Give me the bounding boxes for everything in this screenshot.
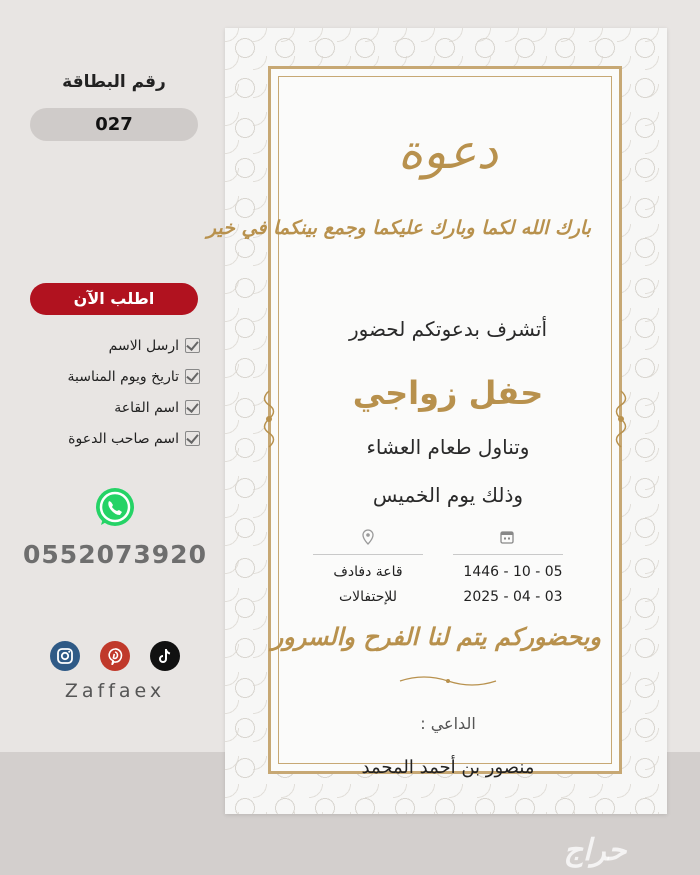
phone-number[interactable]: 0552073920 <box>23 540 207 569</box>
list-item <box>20 423 200 454</box>
order-now-button[interactable]: اطلب الآن <box>30 283 198 315</box>
host-name: منصور بن أحمد المحمد <box>361 757 535 778</box>
event-name: حفل زواجي <box>352 374 544 412</box>
meal-line: وتناول طعام العشاء <box>366 435 530 459</box>
checklist-text: ارسل الاسم <box>108 337 179 354</box>
checklist-text: تاريخ ويوم المناسبة <box>67 368 179 385</box>
checkbox-icon <box>185 431 200 446</box>
invitation-title: دعوة <box>398 124 498 180</box>
checkbox-icon <box>185 338 200 353</box>
info-divider <box>313 554 423 555</box>
day-line: وذلك يوم الخميس <box>372 483 524 507</box>
requirements-checklist <box>20 330 200 454</box>
hijri-date: 1446 - 10 - 05 <box>463 564 563 580</box>
list-item <box>20 392 200 423</box>
venue-line-1: قاعة دفادف <box>333 564 403 580</box>
blessing-calligraphy: بارك الله لكما وبارك عليكما وجمع بينكما في خير <box>206 217 591 239</box>
checklist-text: اسم القاعة <box>114 399 179 416</box>
closing-calligraphy: وبحضوركم يتم لنا الفرح والسرور <box>271 622 601 651</box>
whatsapp-icon[interactable] <box>92 485 138 531</box>
checklist-text: اسم صاحب الدعوة <box>68 430 179 447</box>
card-number-pill: 027 <box>30 108 198 141</box>
gregorian-date: 2025 - 04 - 03 <box>463 589 563 605</box>
card-number-label: رقم البطاقة <box>62 72 166 92</box>
venue-line-2: للإحتفالات <box>338 589 397 605</box>
instagram-icon[interactable] <box>50 641 80 671</box>
social-links <box>50 641 180 671</box>
calendar-icon <box>499 529 515 545</box>
tiktok-icon[interactable] <box>150 641 180 671</box>
honor-line: أتشرف بدعوتكم لحضور <box>348 317 548 341</box>
list-item <box>20 330 200 361</box>
checkbox-icon <box>185 400 200 415</box>
info-divider <box>453 554 563 555</box>
invitation-card <box>206 28 667 814</box>
location-pin-icon <box>360 529 376 545</box>
flourish-ornament-icon <box>398 674 498 688</box>
site-watermark: حراج <box>563 833 627 868</box>
pinterest-icon[interactable] <box>100 641 130 671</box>
host-label: الداعي : <box>420 714 476 733</box>
brand-name: Zaffaex <box>64 680 166 702</box>
left-panel <box>0 0 220 752</box>
list-item <box>20 361 200 392</box>
checkbox-icon <box>185 369 200 384</box>
card-frame <box>206 66 622 778</box>
